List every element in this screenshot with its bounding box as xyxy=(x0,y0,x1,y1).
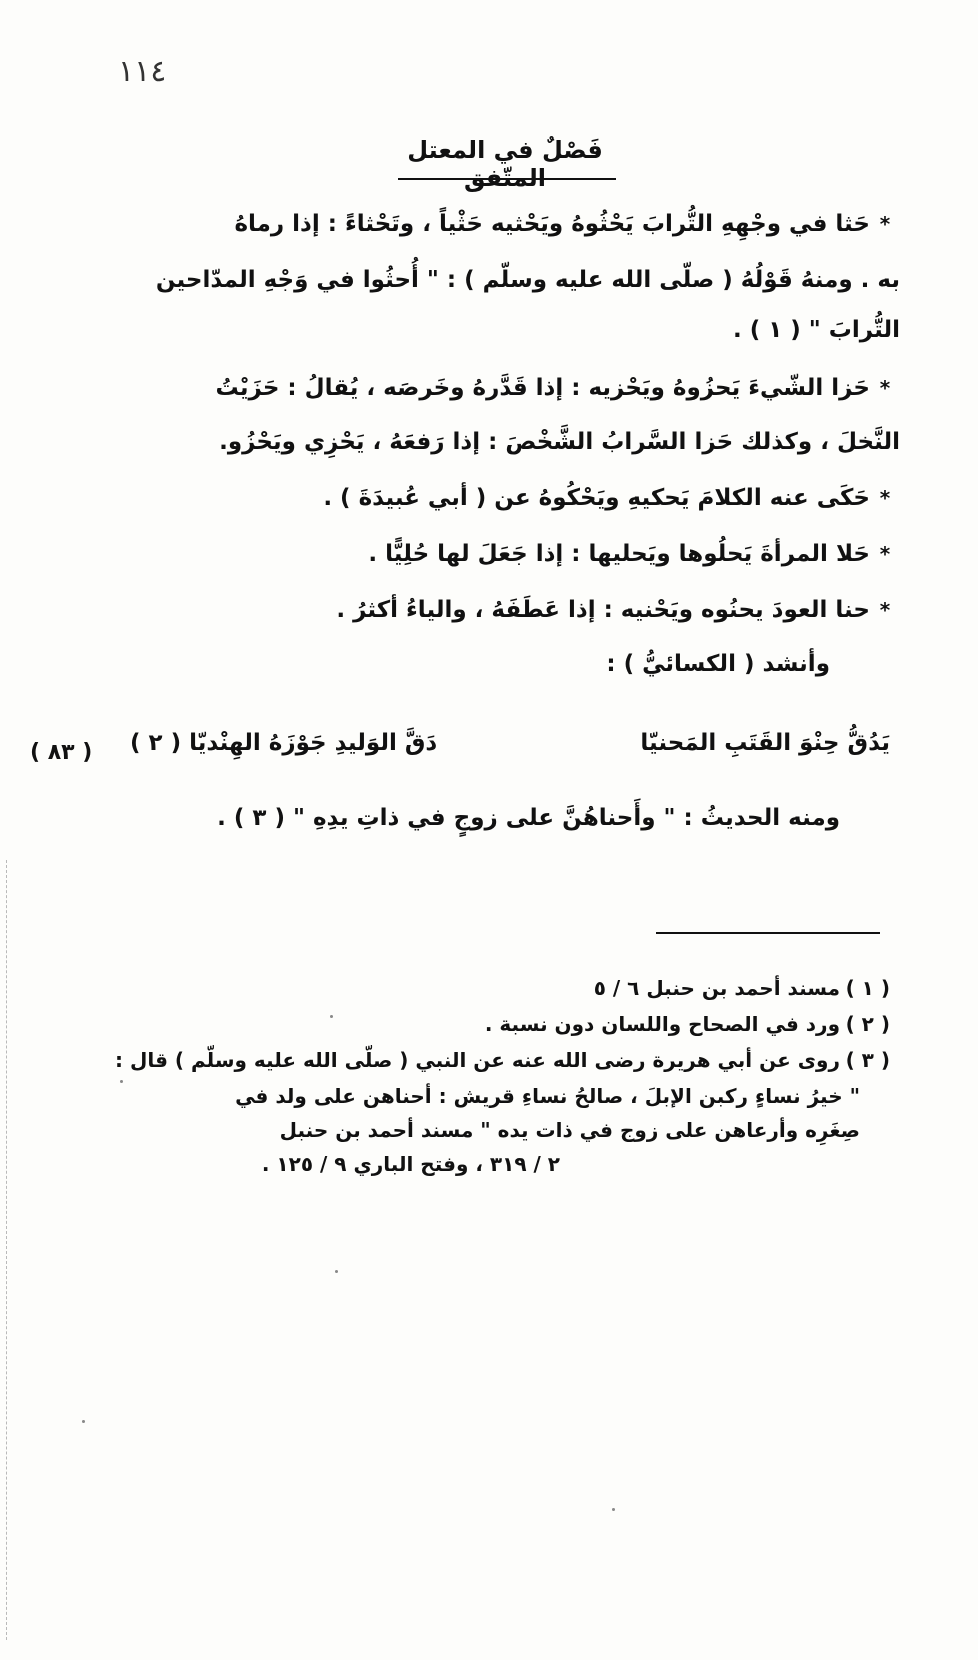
poem-intro: وأنشد ( الكسائيُّ ) : xyxy=(606,651,830,677)
footnote-text: مسند أحمد بن حنبل ٦ / ٥ xyxy=(593,976,840,1000)
footnote-text: روى عن أبي هريرة رضى الله عنه عن النبي ( صلّى الله عليه وسلّم ) قال : xyxy=(115,1048,840,1072)
scan-speck xyxy=(612,1508,615,1511)
footnote-number: ( ١ ) xyxy=(845,976,890,1000)
entry-3-line-1: *حَكَى عنه الكلامَ يَحكيهِ ويَحْكُوهُ عن ( أبي عُبيدَةَ ) . xyxy=(130,470,900,526)
entry-bullet-icon: * xyxy=(879,376,891,400)
entry-5-line-1: *حنا العودَ يحنُوه ويَحْنيه : إذا عَطَفَهُ ، والياءُ أكثرُ . xyxy=(130,582,900,638)
entry-bullet-icon: * xyxy=(879,598,891,622)
entry-2-line-2: النَّخلَ ، وكذلك حَزا السَّرابُ الشَّخْصَ : إذا رَفعَهُ ، يَحْزِي ويَحْزُو. xyxy=(219,429,900,455)
entry-bullet-icon: * xyxy=(879,212,891,236)
scan-speck xyxy=(120,1080,123,1083)
footnote-2 xyxy=(90,1012,890,1036)
scan-edge-artifact xyxy=(6,860,7,1640)
footnote-number: ( ٣ ) xyxy=(845,1048,890,1072)
section-title: فَصْلٌ في المعتل المتّفق xyxy=(407,136,603,192)
footnote-1 xyxy=(90,976,890,1000)
scan-speck xyxy=(82,1420,85,1423)
title-underline xyxy=(398,178,616,180)
scan-speck xyxy=(335,1270,338,1273)
poem-hemistich-left: دَقَّ الوَليدِ جَوْزَهُ الهِنْديّا ( ٢ ) xyxy=(130,730,438,756)
footnote-3-continuation-2: صِغَرِه وأرعاهن على زوج في ذات يده " مسند أحمد بن حنبل xyxy=(279,1118,860,1142)
footnote-separator xyxy=(656,932,880,934)
footnote-3-continuation-1: " خيرُ نساءٍ ركبن الإبلَ ، صالحُ نساءِ قريش : أحناهن على ولد في xyxy=(235,1084,860,1108)
scan-speck xyxy=(330,1015,333,1018)
entry-2-line-1: *حَزا الشّيءَ يَحزُوهُ ويَحْزيه : إذا قَدَّرهُ وخَرصَه ، يُقالُ : حَزَيْتُ xyxy=(130,360,900,416)
footnote-number: ( ٢ ) xyxy=(845,1012,890,1036)
hadith-line: ومنه الحديثُ : " وأَحناهُنَّ على زوجٍ في ذاتِ يدِهِ " ( ٣ ) . xyxy=(217,805,840,831)
entry-1-line-3: التُّرابَ " ( ١ ) . xyxy=(732,317,900,343)
page-number: ١١٤ xyxy=(118,54,167,89)
footnote-3 xyxy=(90,1048,890,1072)
entry-bullet-icon: * xyxy=(879,542,891,566)
footnote-text: ورد في الصحاح واللسان دون نسبة . xyxy=(484,1012,840,1036)
entry-4-line-1: *حَلا المرأةَ يَحلُوها ويَحليها : إذا جَعَلَ لها حُلِيًّا . xyxy=(130,526,900,582)
footnote-3-continuation-3: ٢ / ٣١٩ ، وفتح الباري ٩ / ١٢٥ . xyxy=(261,1152,560,1176)
entry-bullet-icon: * xyxy=(879,486,891,510)
entry-1-line-1: *حَثا في وجْهِهِ التُّرابَ يَحْثُوهُ ويَحْثيه حَثْياً ، وتَحْثاءً : إذا رماهُ xyxy=(130,196,900,252)
entry-1-line-2: به . ومنهُ قَوْلُهُ ( صلّى الله عليه وسلّم ) : " أُحثُوا في وَجْهِ المدّاحين xyxy=(155,267,900,293)
verse-number: ( ٨٣ ) xyxy=(30,740,93,765)
poem-hemistich-right: يَدُقُّ حِنْوَ القَتَبِ المَحنيّا xyxy=(640,730,890,756)
